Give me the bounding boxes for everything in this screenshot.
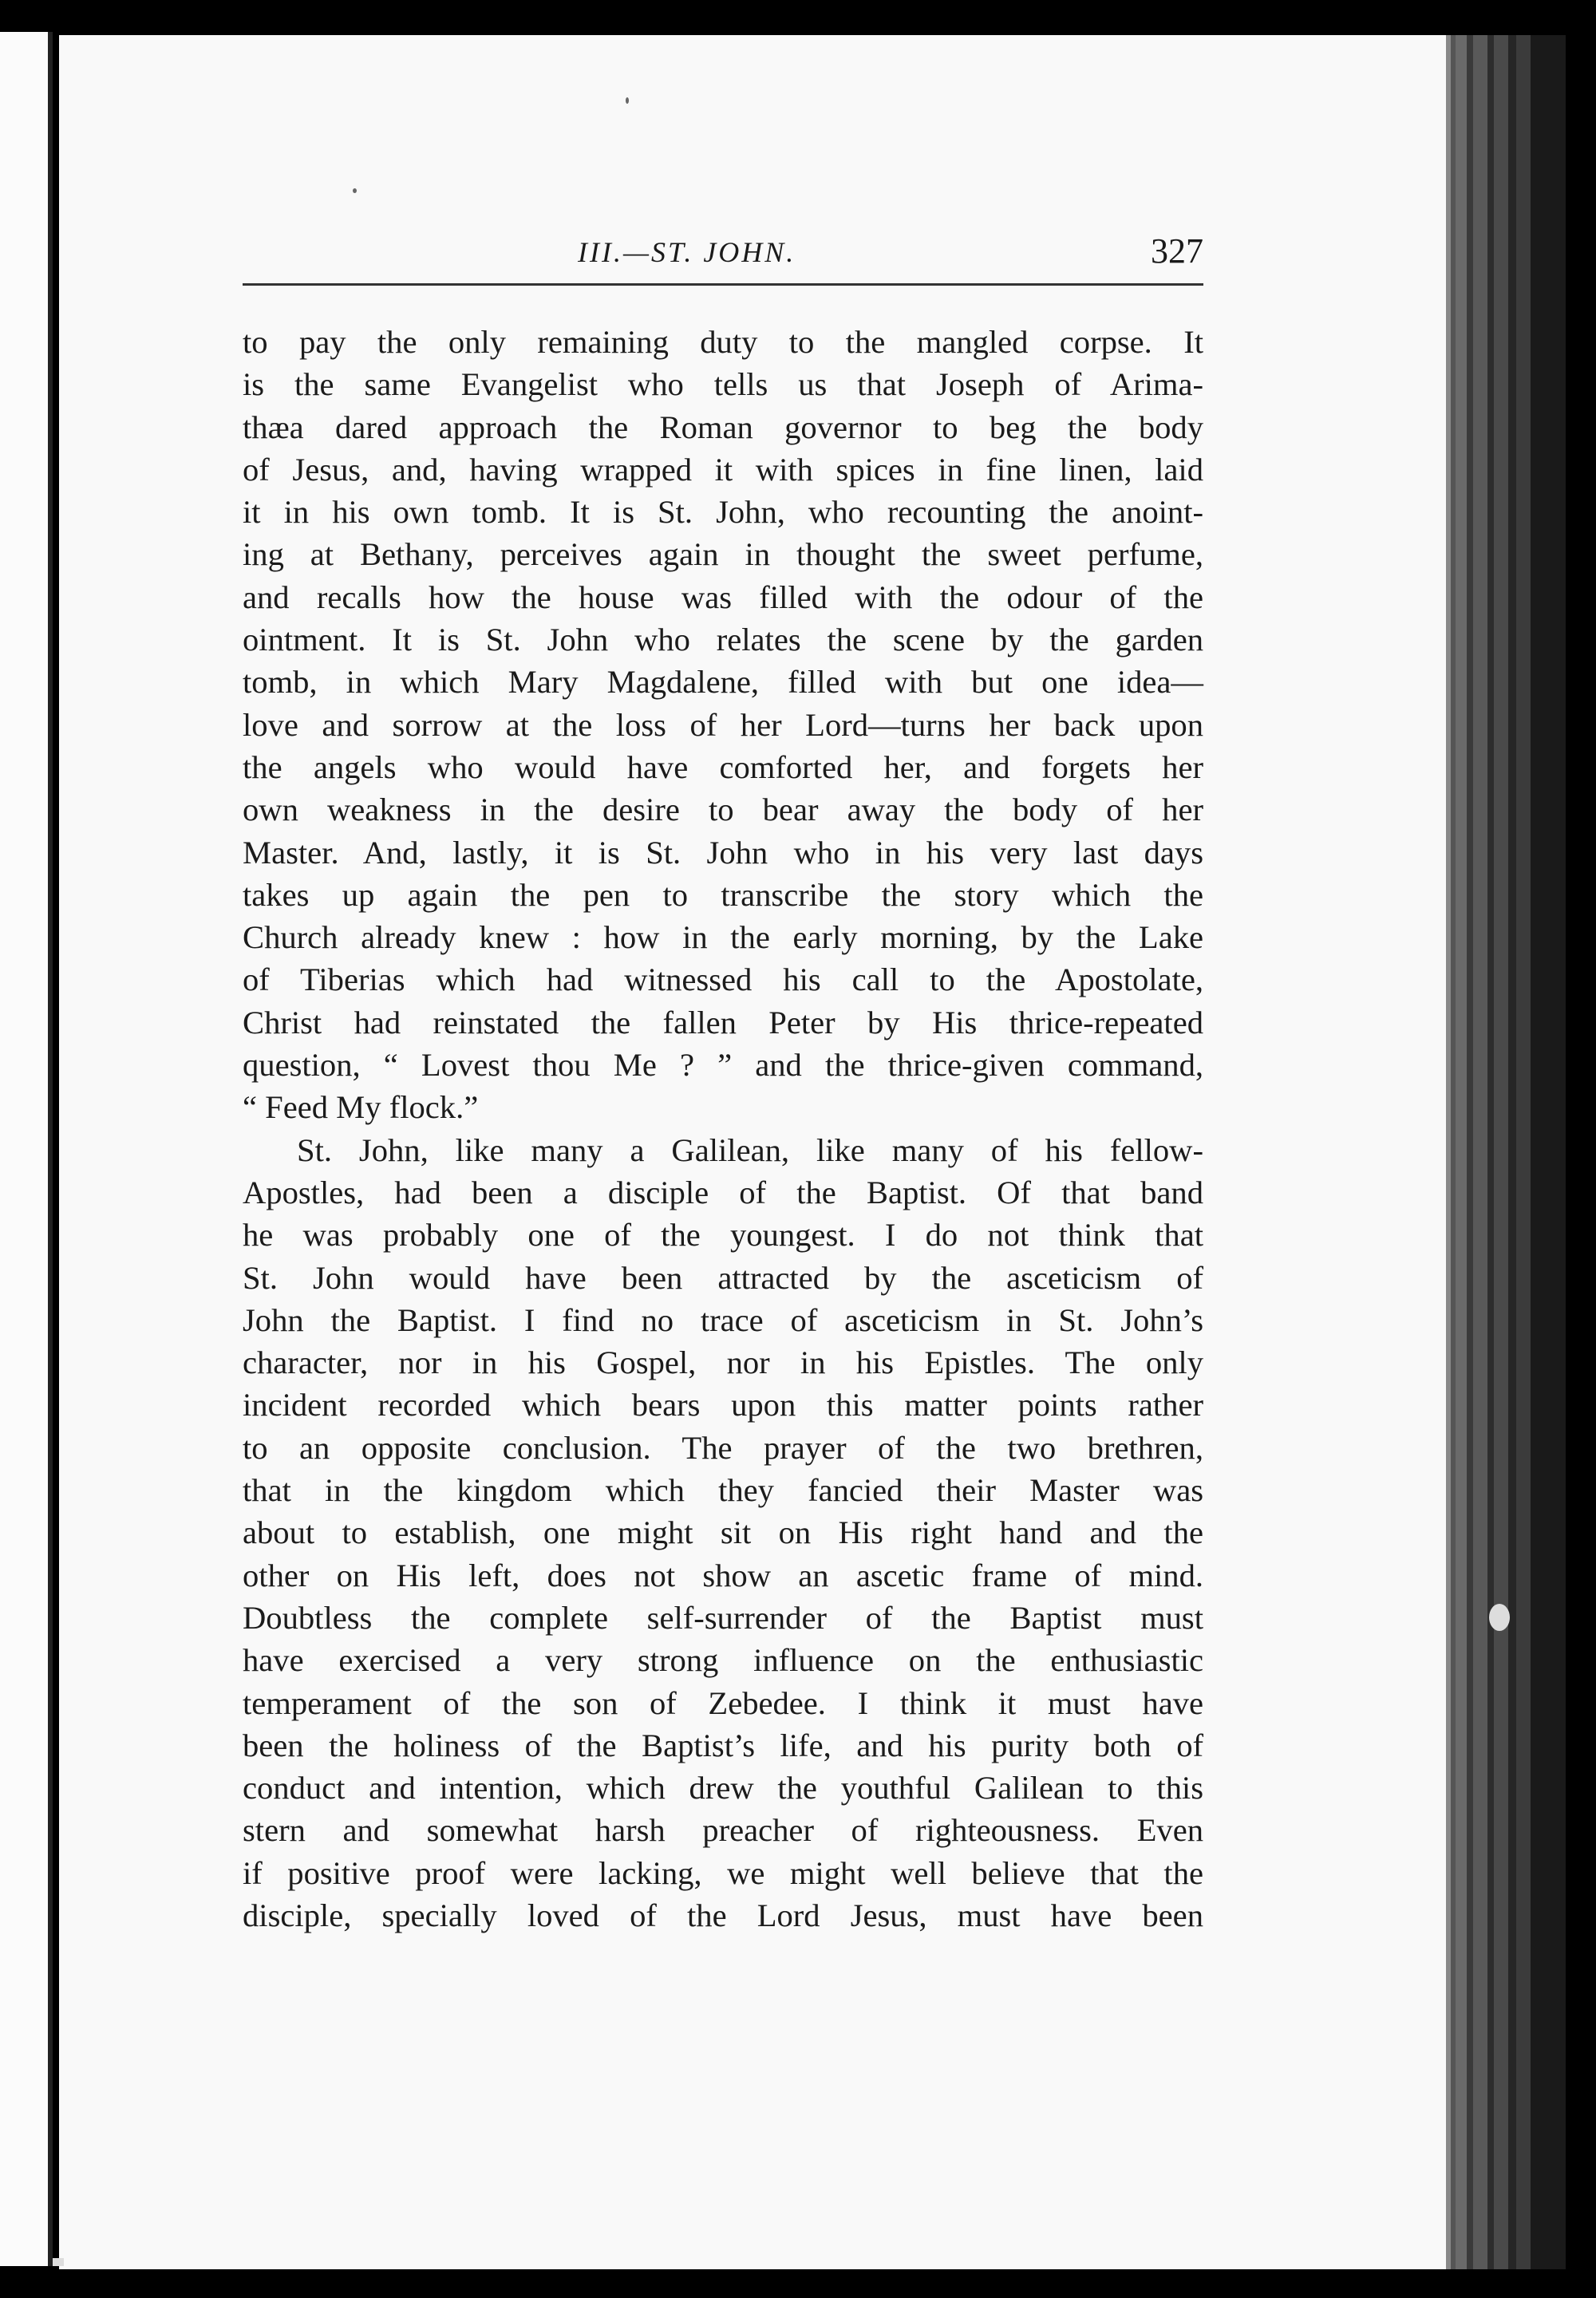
page-number: 327 [1151, 231, 1203, 270]
paragraph-end-line: “ Feed My flock.” [243, 1089, 479, 1126]
text-line: of Jesus, and, having wrapped it with spices in fine linen, laid [243, 451, 1203, 488]
paper-tear [1489, 1604, 1510, 1631]
text-line: if positive proof were lacking, we might well believe that the [243, 1854, 1203, 1891]
text-line: takes up again the pen to transcribe the story which the [243, 876, 1203, 913]
text-line: been the holiness of the Baptist’s life, and his purity both of [243, 1727, 1203, 1763]
scan-artifact [53, 2258, 64, 2266]
text-line: Doubtless the complete self-surrender of the Baptist must [243, 1599, 1203, 1636]
text-line: and recalls how the house was filled with the odour of the [243, 578, 1203, 615]
text-line: disciple, specially loved of the Lord Jesus, must have been [243, 1897, 1203, 1933]
text-line: that in the kingdom which they fancied their Master was [243, 1472, 1203, 1509]
previous-page-edge [0, 32, 53, 2266]
body-text [243, 321, 1203, 1937]
text-line: to an opposite conclusion. The prayer of the two brethren, [243, 1429, 1203, 1466]
text-line: own weakness in the desire to bear away the body of her [243, 792, 1203, 828]
text-line: St. John would have been attracted by the asceticism of [243, 1259, 1203, 1296]
paper-speck [353, 188, 357, 193]
text-line: love and sorrow at the loss of her Lord—turns her back upon [243, 706, 1203, 743]
text-line: question, “ Lovest thou Me ? ” and the thrice-given command, [243, 1047, 1203, 1084]
text-line: ointment. It is St. John who relates the scene by the garden [243, 622, 1203, 658]
text-line: stern and somewhat harsh preacher of righteousness. Even [243, 1812, 1203, 1849]
text-line: have exercised a very strong influence on the enthusiastic [243, 1642, 1203, 1679]
text-line: tomb, in which Mary Magdalene, filled with but one idea— [243, 664, 1203, 701]
text-line: character, nor in his Gospel, nor in his Epistles. The only [243, 1344, 1203, 1381]
running-title: III.—ST. JOHN. [578, 236, 796, 268]
text-line: Master. And, lastly, it is St. John who in his very last days [243, 834, 1203, 871]
text-line: Christ had reinstated the fallen Peter by His thrice-repeated [243, 1004, 1203, 1040]
text-line: the angels who would have comforted her, and forgets her [243, 748, 1203, 785]
paragraph-start-line: St. John, like many a Galilean, like many of his fellow- [297, 1131, 1203, 1168]
text-line: to pay the only remaining duty to the mangled corpse. It [243, 324, 1203, 360]
header-rule [243, 283, 1203, 286]
text-line: he was probably one of the youngest. I do not think that [243, 1217, 1203, 1254]
text-line: Church already knew : how in the early morning, by the Lake [243, 919, 1203, 956]
text-line: ing at Bethany, perceives again in thought the sweet perfume, [243, 536, 1203, 573]
text-line: is the same Evangelist who tells us that Joseph of Arima- [243, 366, 1203, 403]
paper-speck [626, 97, 629, 104]
text-line: thæa dared approach the Roman governor to beg the body [243, 409, 1203, 445]
text-line: incident recorded which bears upon this matter points rather [243, 1387, 1203, 1423]
text-line: about to establish, one might sit on His right hand and the [243, 1514, 1203, 1551]
text-line: other on His left, does not show an ascetic frame of mind. [243, 1557, 1203, 1593]
text-line: temperament of the son of Zebedee. I think it must have [243, 1684, 1203, 1721]
text-line: conduct and intention, which drew the youthful Galilean to this [243, 1770, 1203, 1806]
text-line: of Tiberias which had witnessed his call to the Apostolate, [243, 961, 1203, 998]
text-line: John the Baptist. I find no trace of asceticism in St. John’s [243, 1301, 1203, 1338]
running-head [243, 227, 1203, 283]
page-block-edges [1446, 35, 1566, 2269]
gutter-shadow [48, 32, 53, 2266]
text-line: Apostles, had been a disciple of the Baptist. Of that band [243, 1174, 1203, 1210]
text-line: it in his own tomb. It is St. John, who recounting the anoint- [243, 494, 1203, 531]
